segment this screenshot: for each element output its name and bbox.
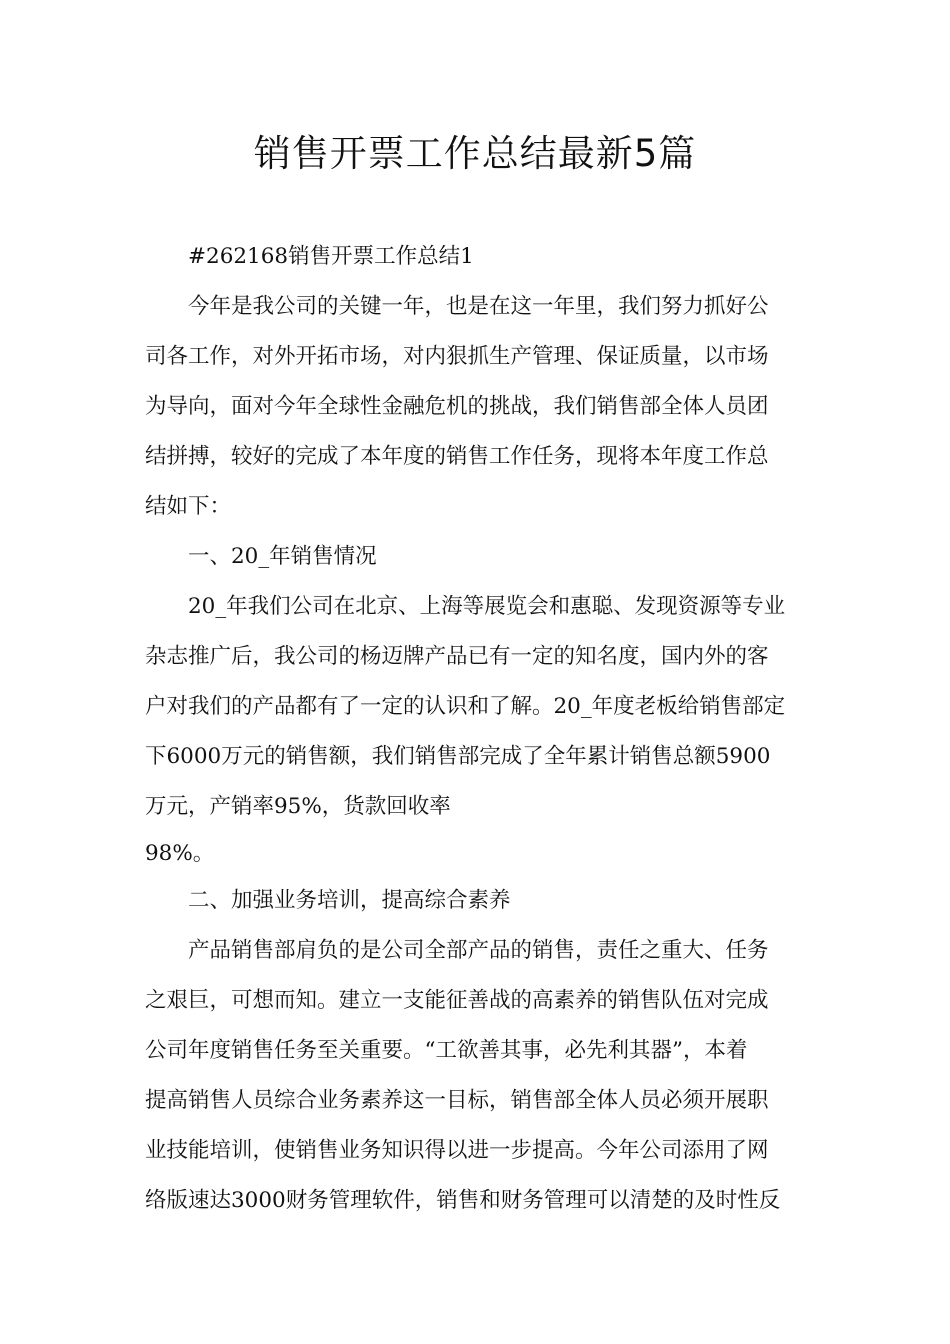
paragraph-line: 万元，产销率95%，货款回收率 — [145, 794, 451, 819]
heading-sales-situation: 一、20_年销售情况 — [188, 544, 377, 569]
paragraph-line: 为导向，面对今年全球性金融危机的挑战，我们销售部全体人员团 — [145, 394, 769, 419]
paragraph-line: 提高销售人员综合业务素养这一目标，销售部全体人员必须开展职 — [145, 1088, 769, 1113]
paragraph-line: 杂志推广后，我公司的杨迈牌产品已有一定的知名度，国内外的客 — [145, 644, 769, 669]
document-title: 销售开票工作总结最新5篇 — [253, 132, 697, 175]
paragraph-line: 98%。 — [145, 841, 215, 866]
paragraph-line: 下6000万元的销售额，我们销售部完成了全年累计销售总额5900 — [145, 744, 771, 769]
paragraph-line: 结如下： — [145, 494, 232, 519]
paragraph-line: 结拼搏，较好的完成了本年度的销售工作任务，现将本年度工作总 — [145, 444, 769, 469]
paragraph-line: 今年是我公司的关键一年，也是在这一年里，我们努力抓好公 — [188, 294, 769, 319]
paragraph-line: 业技能培训，使销售业务知识得以进一步提高。今年公司添用了网 — [145, 1138, 769, 1163]
paragraph-line: 20_年我们公司在北京、上海等展览会和惠聪、发现资源等专业 — [188, 594, 786, 619]
paragraph-2 — [145, 582, 807, 876]
heading-business-training: 二、加强业务培训，提高综合素养 — [188, 888, 511, 913]
paragraph-3 — [145, 926, 807, 1226]
paragraph-1 — [145, 282, 807, 532]
paragraph-line: 产品销售部肩负的是公司全部产品的销售，责任之重大、任务 — [188, 938, 769, 963]
paragraph-line: 之艰巨，可想而知。建立一支能征善战的高素养的销售队伍对完成 — [145, 988, 769, 1013]
section-label: #262168销售开票工作总结1 — [188, 244, 474, 269]
paragraph-line: 络版速达3000财务管理软件，销售和财务管理可以清楚的及时性反 — [145, 1188, 781, 1213]
paragraph-line: 公司年度销售任务至关重要。“工欲善其事，必先利其器”，本着 — [145, 1038, 748, 1063]
document-body — [145, 232, 807, 1226]
paragraph-line: 司各工作，对外开拓市场，对内狠抓生产管理、保证质量，以市场 — [145, 344, 769, 369]
paragraph-line: 户对我们的产品都有了一定的认识和了解。20_年度老板给销售部定 — [145, 694, 786, 719]
